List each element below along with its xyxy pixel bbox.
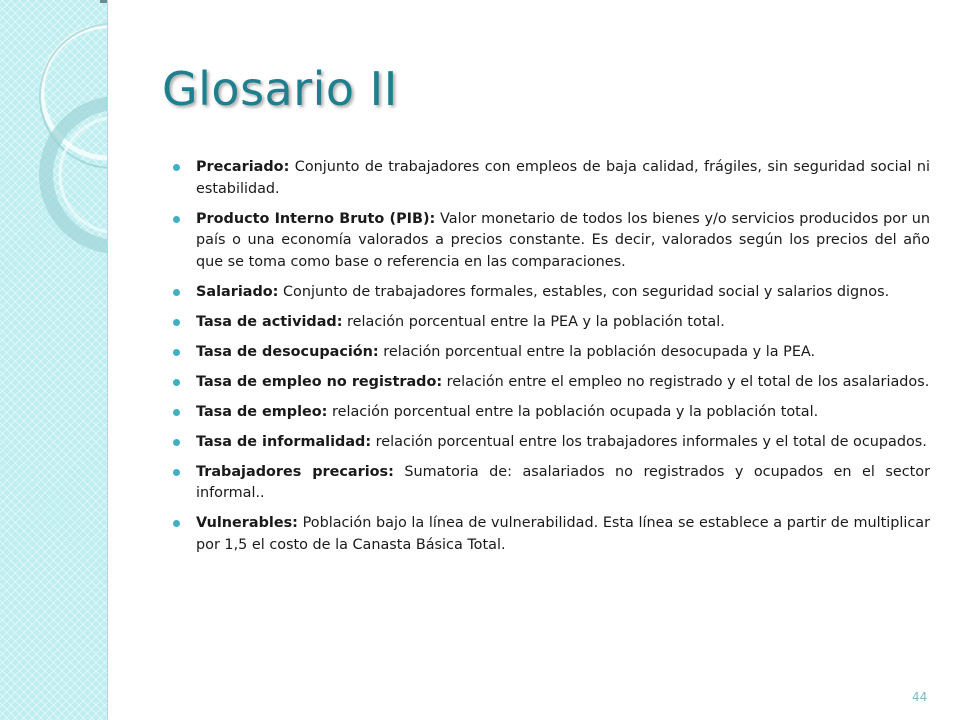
slide-title: Glosario II bbox=[162, 62, 398, 116]
glossary-item bbox=[173, 282, 930, 304]
glossary-definition: relación porcentual entre la población ocupada y la población total. bbox=[327, 403, 819, 420]
bullet-icon bbox=[173, 409, 180, 416]
glossary-term: Tasa de desocupación: bbox=[196, 343, 379, 360]
glossary-item bbox=[173, 462, 930, 505]
glossary-definition: relación porcentual entre la PEA y la población total. bbox=[342, 313, 725, 330]
bullet-icon bbox=[173, 216, 180, 223]
glossary-definition: Conjunto de trabajadores formales, estables, con seguridad social y salarios dignos. bbox=[278, 283, 890, 300]
glossary-term: Vulnerables: bbox=[196, 515, 298, 531]
page-number: 44 bbox=[912, 690, 928, 704]
glossary-list bbox=[173, 157, 930, 565]
bullet-icon bbox=[173, 520, 180, 527]
glossary-term: Tasa de informalidad: bbox=[196, 433, 372, 450]
glossary-item bbox=[173, 157, 930, 200]
bullet-icon bbox=[173, 349, 180, 356]
glossary-item bbox=[173, 209, 930, 274]
glossary-item bbox=[173, 312, 930, 334]
glossary-definition: Valor monetario de todos los bienes y/o servicios producidos por un país o una economía valorados a precios constante. Es decir, valorados según los precios del año que se toma como base o referencia en las comparaciones. bbox=[196, 210, 930, 270]
decorative-side-band bbox=[0, 0, 108, 720]
glossary-definition: relación entre el empleo no registrado y el total de los asalariados. bbox=[442, 373, 930, 390]
glossary-item bbox=[173, 342, 930, 364]
top-edge-mark bbox=[100, 0, 107, 3]
glossary-item bbox=[173, 402, 930, 424]
glossary-term: Tasa de actividad: bbox=[196, 313, 343, 330]
glossary-term: Precariado: bbox=[196, 159, 290, 175]
glossary-item bbox=[173, 513, 930, 556]
glossary-definition: Sumatoria de: asalariados no registrados y ocupados en el sector informal.. bbox=[196, 463, 930, 501]
glossary-item bbox=[173, 372, 930, 394]
glossary-definition: relación porcentual entre la población desocupada y la PEA. bbox=[378, 343, 816, 360]
bullet-icon bbox=[173, 469, 180, 476]
glossary-term: Salariado: bbox=[196, 283, 279, 300]
bullet-icon bbox=[173, 289, 180, 296]
bullet-icon bbox=[173, 319, 180, 326]
glossary-definition: Conjunto de trabajadores con empleos de baja calidad, frágiles, sin seguridad social ni estabilidad. bbox=[196, 159, 930, 197]
decorative-circles bbox=[0, 0, 107, 720]
glossary-item bbox=[173, 432, 930, 454]
glossary-definition: Población bajo la línea de vulnerabilidad. Esta línea se establece a partir de multiplicar por 1,5 el costo de la Canasta Básica Total. bbox=[196, 515, 930, 553]
glossary-definition: relación porcentual entre los trabajadores informales y el total de ocupados. bbox=[371, 433, 927, 450]
bullet-icon bbox=[173, 439, 180, 446]
glossary-term: Tasa de empleo no registrado: bbox=[196, 373, 443, 390]
bullet-icon bbox=[173, 379, 180, 386]
bullet-icon bbox=[173, 164, 180, 171]
glossary-term: Producto Interno Bruto (PIB): bbox=[196, 210, 436, 227]
glossary-term: Tasa de empleo: bbox=[196, 403, 328, 420]
glossary-term: Trabajadores precarios: bbox=[196, 463, 394, 480]
